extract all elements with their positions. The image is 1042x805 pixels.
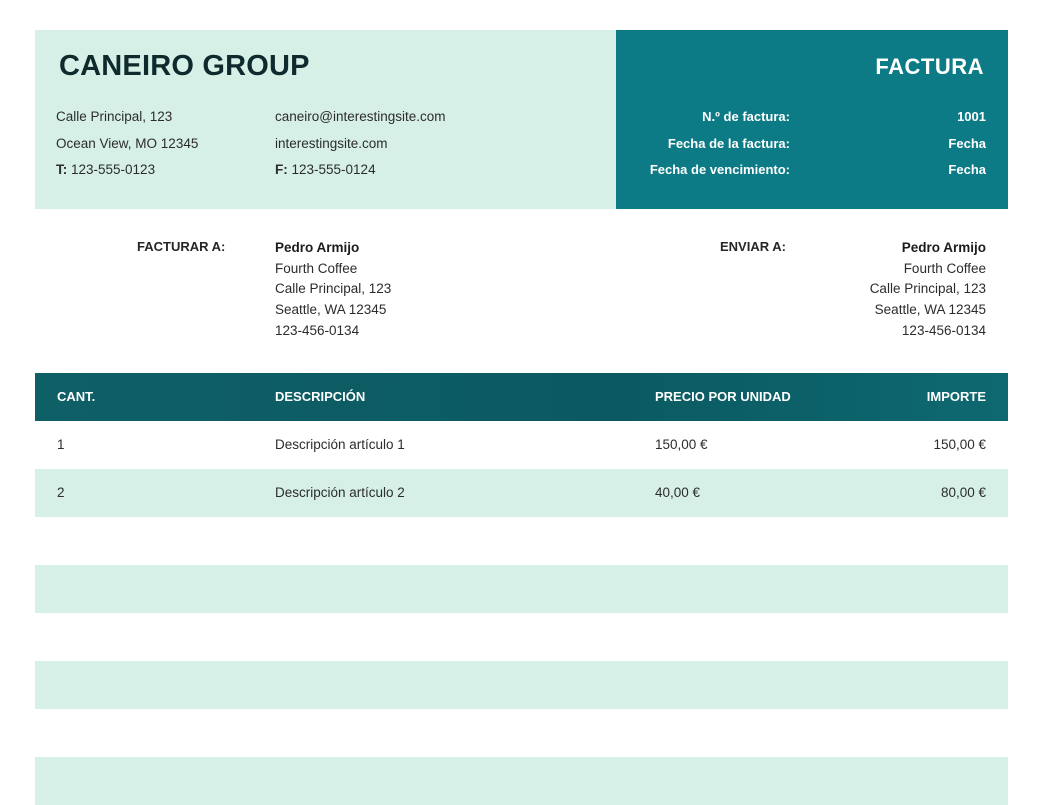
invoice-due-label: Fecha de vencimiento: [649,162,790,177]
company-address-line1: Calle Principal, 123 [56,109,173,124]
header-amount: IMPORTE [926,389,986,404]
ship-to-phone: 123-456-0134 [901,322,986,338]
ship-to-city: Seattle, WA 12345 [874,302,986,318]
line-items-table [35,373,1008,805]
company-panel [35,30,616,209]
invoice-meta-values [948,108,986,188]
bill-to-company: Fourth Coffee [275,260,358,276]
company-email: caneiro@interestingsite.com [275,109,446,124]
company-fax [275,161,446,188]
cell-unit-price: 150,00 € [655,437,708,452]
table-row [35,613,1008,661]
company-contact-column [275,108,446,188]
table-row [35,661,1008,709]
invoice-title: FACTURA [875,54,984,79]
invoice-date-label: Fecha de la factura: [667,135,790,151]
bill-to-name: Pedro Armijo [275,240,360,255]
header-qty: CANT. [57,389,96,404]
addresses-section [35,209,1008,373]
cell-unit-price: 40,00 € [655,485,701,500]
invoice-number-value: 1001 [957,109,986,124]
invoice-due-value: Fecha [948,162,986,177]
table-row [35,757,1008,805]
table-row [35,517,1008,565]
table-row [35,469,1008,517]
cell-amount: 150,00 € [933,437,986,452]
company-address-line2: Ocean View, MO 12345 [56,135,199,151]
company-name: CANEIRO GROUP [59,50,310,82]
cell-description: Descripción artículo 1 [275,437,405,452]
bill-to-city: Seattle, WA 12345 [275,302,387,318]
cell-amount: 80,00 € [940,485,986,500]
invoice-document [35,30,1008,805]
header-unit-price: PRECIO POR UNIDAD [655,389,791,404]
bill-to-street: Calle Principal, 123 [275,281,392,297]
invoice-meta-labels [650,108,790,188]
cell-description: Descripción artículo 2 [275,485,405,500]
ship-to-name: Pedro Armijo [901,240,986,255]
bill-to-phone: 123-456-0134 [275,322,360,338]
invoice-number-label: N.º de factura: [702,109,790,124]
phone-prefix: T: [56,162,68,177]
cell-qty: 2 [57,485,65,500]
invoice-meta-panel [616,30,1008,209]
cell-qty: 1 [57,437,65,452]
table-row [35,421,1008,469]
invoice-date-value: Fecha [948,135,986,151]
fax-number: 123-555-0124 [287,162,376,177]
ship-to-label: ENVIAR A: [720,239,786,254]
ship-to-address [870,239,986,342]
bill-to-label: FACTURAR A: [137,239,226,254]
invoice-header [35,30,1008,209]
company-website: interestingsite.com [275,135,388,151]
table-header-row [35,373,1008,421]
ship-to-street: Calle Principal, 123 [869,281,986,297]
header-description: DESCRIPCIÓN [275,389,366,404]
table-row [35,709,1008,757]
company-address-column [56,108,198,188]
fax-prefix: F: [275,162,288,177]
phone-number: 123-555-0123 [67,162,156,177]
bill-to-address [275,239,391,342]
company-phone [56,161,198,188]
ship-to-company: Fourth Coffee [903,260,986,276]
table-row [35,565,1008,613]
